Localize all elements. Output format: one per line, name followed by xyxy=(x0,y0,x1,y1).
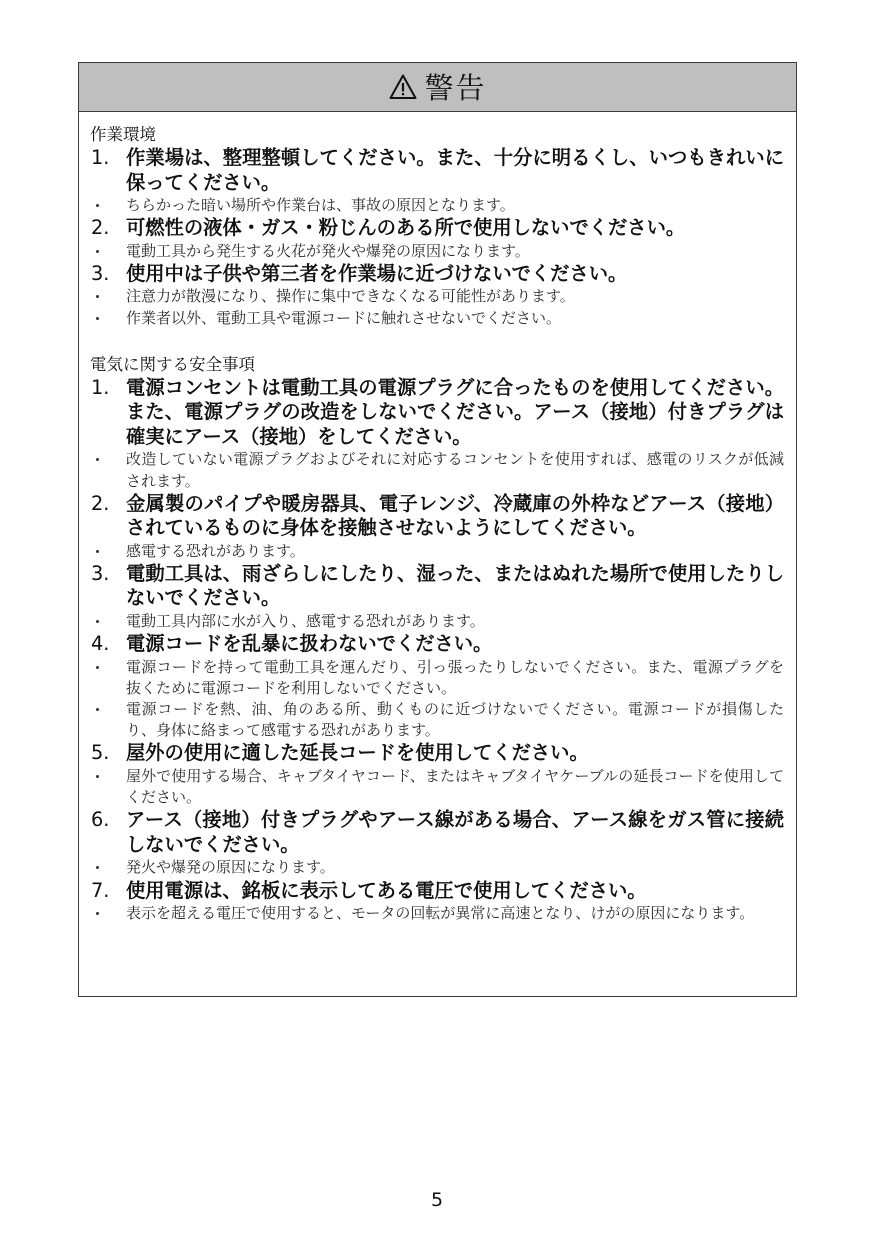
bullet-note xyxy=(90,449,784,491)
bullet-dot-icon xyxy=(90,657,126,699)
item-number: 2. xyxy=(91,216,110,240)
item-text: 使用中は子供や第三者を作業場に近づけないでください。 xyxy=(126,261,628,285)
bullet-note xyxy=(90,286,784,307)
page-number: 5 xyxy=(430,1189,444,1211)
item-text: 電源コードを乱暴に扱わないでください。 xyxy=(126,632,493,656)
note-text: 発火や爆発の原因になります。 xyxy=(126,858,335,877)
section-heading: 作業環境 xyxy=(90,125,156,144)
item-text: 作業場は、整理整頓してください。また、十分に明るくし、いつもきれいに保ってください。 xyxy=(126,146,784,194)
numbered-item xyxy=(90,376,784,450)
item-text: アース（接地）付きプラグやアース線がある場合、アース線をガス管に接続しないでください。 xyxy=(126,808,784,856)
bullet-dot-icon xyxy=(90,699,126,741)
item-number: 1. xyxy=(91,375,110,399)
note-text: 電源コードを熱、油、角のある所、動くものに近づけないでください。電源コードが損傷したり、身体に絡まって感電する恐れがあります。 xyxy=(126,700,784,740)
note-text: 電動工具から発生する火花が発火や爆発の原因になります。 xyxy=(126,241,530,260)
warning-title: 警告 xyxy=(424,70,487,105)
bullet-dot-icon xyxy=(90,449,126,491)
note-text: 改造していない電源プラグおよびそれに対応するコンセントを使用すれば、感電のリスクが低減されます。 xyxy=(126,450,784,490)
section xyxy=(90,353,784,924)
bullet-dot-icon xyxy=(90,308,126,329)
numbered-item xyxy=(90,879,784,904)
bullet-note xyxy=(90,308,784,329)
item-number: 2. xyxy=(91,491,110,515)
warning-box xyxy=(78,62,797,997)
bullet-note xyxy=(90,903,784,924)
numbered-item xyxy=(90,562,784,611)
bullet-dot-icon xyxy=(90,286,126,307)
numbered-item xyxy=(90,146,784,195)
numbered-item xyxy=(90,492,784,541)
note-text: 感電する恐れがあります。 xyxy=(126,541,305,560)
item-number: 6. xyxy=(91,808,110,832)
item-number: 3. xyxy=(91,261,110,285)
bullet-dot-icon xyxy=(90,611,126,632)
item-number: 5. xyxy=(91,741,110,765)
bullet-note xyxy=(90,766,784,808)
item-text: 可燃性の液体・ガス・粉じんのある所で使用しないでください。 xyxy=(126,216,686,240)
warning-triangle-icon xyxy=(388,72,418,102)
note-text: 注意力が散漫になり、操作に集中できなくなる可能性があります。 xyxy=(126,287,575,306)
item-text: 屋外の使用に適した延長コードを使用してください。 xyxy=(126,741,589,765)
item-text: 電動工具は、雨ざらしにしたり、湿った、またはぬれた場所で使用したりしないでください。 xyxy=(126,561,784,610)
item-text: 使用電源は、銘板に表示してある電圧で使用してください。 xyxy=(126,878,647,902)
bullet-note xyxy=(90,611,784,632)
bullet-note xyxy=(90,195,784,216)
item-text: 金属製のパイプや暖房器具、電子レンジ、冷蔵庫の外枠などアース（接地）されているものに身体を接触させないようにしてください。 xyxy=(126,491,784,540)
warning-header xyxy=(79,63,796,112)
bullet-note xyxy=(90,657,784,699)
bullet-note xyxy=(90,699,784,741)
warning-body xyxy=(79,112,796,924)
bullet-note xyxy=(90,857,784,878)
section-heading: 電気に関する安全事項 xyxy=(90,354,255,374)
item-text: 電源コンセントは電動工具の電源プラグに合ったものを使用してください。また、電源プラグの改造をしないでください。アース（接地）付きプラグは確実にアース（接地）をしてください。 xyxy=(126,375,784,448)
section xyxy=(90,123,784,329)
note-text: 電動工具内部に水が入り、感電する恐れがあります。 xyxy=(126,611,485,630)
note-text: ちらかった暗い場所や作業台は、事故の原因となります。 xyxy=(126,196,515,214)
item-number: 7. xyxy=(91,878,110,902)
bullet-dot-icon xyxy=(90,241,126,262)
bullet-note xyxy=(90,241,784,262)
bullet-dot-icon xyxy=(90,903,126,924)
bullet-note xyxy=(90,541,784,562)
bullet-dot-icon xyxy=(90,541,126,562)
bullet-dot-icon xyxy=(90,766,126,808)
numbered-item xyxy=(90,216,784,241)
note-text: 屋外で使用する場合、キャブタイヤコード、またはキャブタイヤケーブルの延長コードを使用してください。 xyxy=(126,766,784,807)
note-text: 電源コードを持って電動工具を運んだり、引っ張ったりしないでください。また、電源プラグを抜くために電源コードを利用しないでください。 xyxy=(126,657,784,697)
numbered-item xyxy=(90,262,784,287)
bullet-dot-icon xyxy=(90,195,126,216)
bullet-dot-icon xyxy=(90,857,126,878)
note-text: 表示を超える電圧で使用すると、モータの回転が異常に高速となり、けがの原因になります。 xyxy=(126,904,755,923)
item-number: 1. xyxy=(91,146,110,169)
numbered-item xyxy=(90,632,784,657)
item-number: 4. xyxy=(91,632,110,656)
item-number: 3. xyxy=(91,561,110,585)
numbered-item xyxy=(90,741,784,766)
numbered-item xyxy=(90,808,784,857)
note-text: 作業者以外、電動工具や電源コードに触れさせないでください。 xyxy=(126,308,562,327)
